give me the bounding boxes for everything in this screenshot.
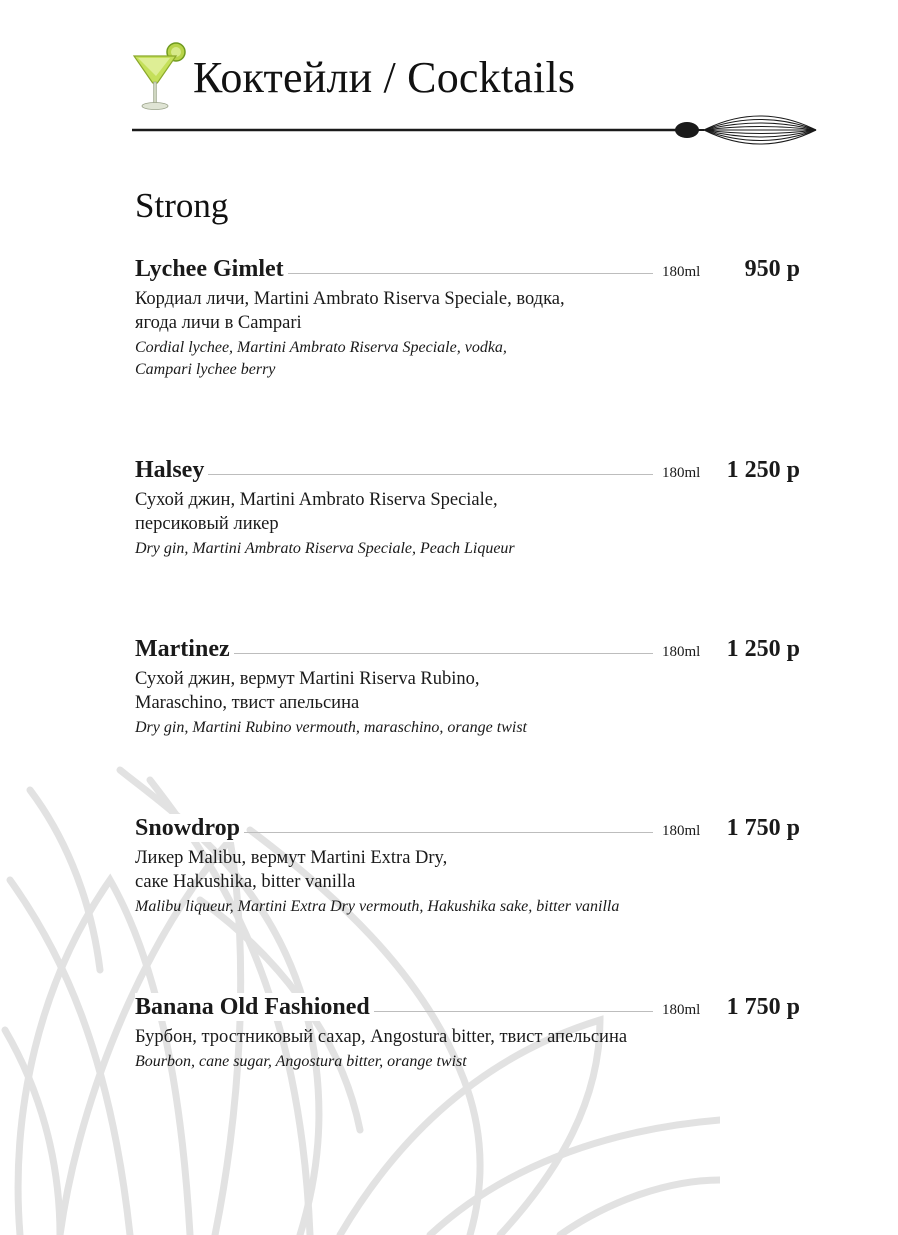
item-name: Martinez <box>135 635 234 663</box>
item-name: Halsey <box>135 456 208 484</box>
item-price: 1 750 р <box>726 994 800 1020</box>
item-description-en: Cordial lychee, Martini Ambrato Riserva Speciale, vodka, Campari lychee berry <box>135 339 507 378</box>
item-description-ru: Бурбон, тростниковый сахар, Angostura bitter, твист апельсина <box>135 1027 628 1047</box>
menu-item <box>135 814 805 918</box>
item-name: Banana Old Fashioned <box>135 993 374 1021</box>
item-price: 1 750 р <box>726 815 800 841</box>
item-description-ru: Кордиал личи, Martini Ambrato Riserva Speciale, водка, ягода личи в Campari <box>135 289 565 333</box>
item-volume: 180ml <box>662 1002 701 1018</box>
page-title: Коктейли / Cocktails <box>193 53 576 102</box>
item-description-ru: Сухой джин, вермут Martini Riserva Rubino, Maraschino, твист апельсина <box>135 669 480 713</box>
menu-item <box>135 635 805 739</box>
item-description-ru: Сухой джин, Martini Ambrato Riserva Speciale, персиковый ликер <box>135 490 498 534</box>
item-description-ru: Ликер Malibu, вермут Martini Extra Dry, саке Hakushika, bitter vanilla <box>135 848 448 892</box>
item-price: 950 р <box>744 256 800 282</box>
item-description-en: Malibu liqueur, Martini Extra Dry vermouth, Hakushika sake, bitter vanilla <box>135 898 620 915</box>
dotted-leader <box>135 474 653 475</box>
item-volume: 180ml <box>662 644 701 660</box>
section-title: Strong <box>135 186 229 225</box>
whisk-ornament-icon <box>132 112 822 152</box>
item-volume: 180ml <box>662 823 701 839</box>
item-name: Lychee Gimlet <box>135 255 288 283</box>
item-volume: 180ml <box>662 465 701 481</box>
item-price: 1 250 р <box>726 636 800 662</box>
item-description-en: Bourbon, cane sugar, Angostura bitter, orange twist <box>135 1053 467 1070</box>
item-description-en: Dry gin, Martini Ambrato Riserva Speciale, Peach Liqueur <box>135 540 515 557</box>
item-volume: 180ml <box>662 264 701 280</box>
item-price: 1 250 р <box>726 457 800 483</box>
lotus-watermark-icon <box>0 730 720 1235</box>
item-description-en: Dry gin, Martini Rubino vermouth, maraschino, orange twist <box>135 719 527 736</box>
cocktail-glass-icon <box>130 42 192 114</box>
menu-item <box>135 993 805 1073</box>
menu-item <box>135 456 805 560</box>
item-name: Snowdrop <box>135 814 244 842</box>
menu-item <box>135 255 805 381</box>
